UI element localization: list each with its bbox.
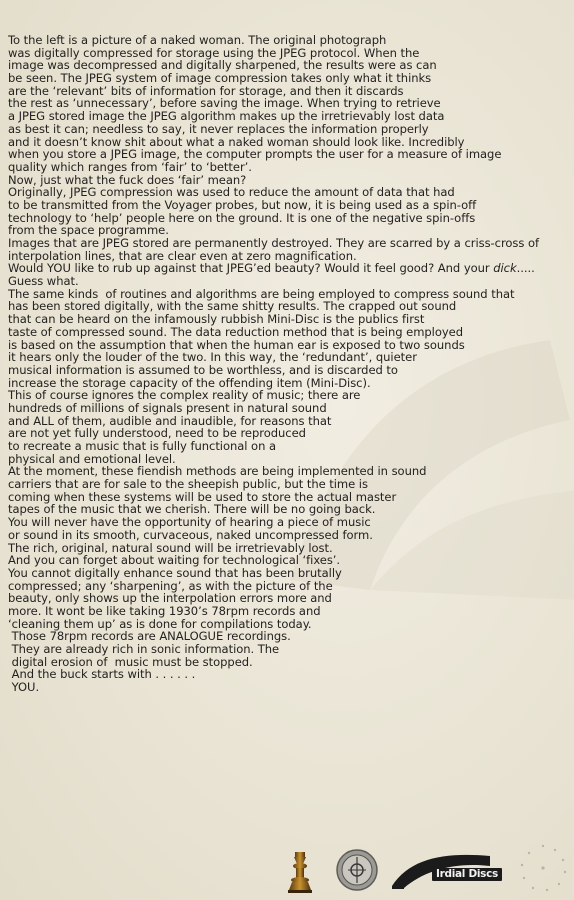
article-line: And the buck starts with . . . . . . [8,667,196,682]
article-line: To the left is a picture of a naked woman. The original photograph [8,33,387,47]
article-line: Images that are JPEG stored are permanently destroyed. They are scarred by a criss-cross of [8,236,540,250]
article-line: They are already rich in sonic information. The [8,642,280,656]
article-body [8,34,572,694]
article-line: This of course ignores the complex reality of music; there are [8,388,361,403]
article-line: image was decompressed and digitally sharpened, the results were as can [8,58,437,73]
article-line: ‘cleaning them up’ as is done for compilations today. [8,616,312,631]
article-line: Those 78rpm records are ANALOGUE recordings. [8,629,291,644]
article-line: are not yet fully understood, need to be reproduced [8,426,306,441]
article-line: Guess what. [8,274,79,289]
article-line: increase the storage capacity of the offending item (Mini-Disc). [8,375,371,390]
article-line: to be transmitted from the Voyager probes, but now, it is being used as a spin-off [8,197,477,212]
article-line: digital erosion of music must be stopped. [8,654,253,669]
article-line: musical information is assumed to be worthless, and is discarded to [8,362,398,377]
article-line: You will never have the opportunity of hearing a piece of music [8,515,371,530]
article-line: physical and emotional level. [8,451,176,466]
article-line: tapes of the music that we cherish. There will be no going back. [8,502,376,517]
article-line: technology to ‘help’ people here on the ground. It is one of the negative spin-offs [8,210,476,225]
article-line: Now, just what the fuck does ‘fair’ mean? [8,172,247,187]
footer-logos [0,840,574,900]
article-line: carriers that are for sale to the sheepish public, but the time is [8,477,368,492]
article-line: coming when these systems will be used to store the actual master [8,489,397,504]
article-line: and ALL of them, audible and inaudible, for reasons that [8,413,332,428]
article-line: when you store a JPEG image, the computer prompts the user for a measure of image [8,147,502,162]
article-line: compressed; any ‘sharpening’, as with the picture of the [8,578,333,593]
article-line: from the space programme. [8,223,169,238]
article-line: a JPEG stored image the JPEG algorithm makes up the irretrievably lost data [8,109,445,124]
article-line: that can be heard on the infamously rubbish Mini-Disc is the publics first [8,312,425,327]
article-line: You cannot digitally enhance sound that has been brutally [8,565,342,580]
article-line: as best it can; needless to say, it never replaces the information properly [8,121,429,136]
dotted-compass-icon [515,840,571,896]
chess-piece-icon [286,850,314,894]
article-line: was digitally compressed for storage using the JPEG protocol. When the [8,45,420,60]
irdial-discs-logo-text: Irdial Discs [432,868,502,881]
article-line: YOU. [8,680,40,695]
article-line: taste of compressed sound. The data reduction method that is being employed [8,324,464,339]
article-line: or sound in its smooth, curvaceous, naked uncompressed form. [8,527,373,542]
article-line: more. It wont be like taking 1930’s 78rpm records and [8,603,321,618]
article-line: Would YOU like to rub up against that JPEG’ed beauty? Would it feel good? And your dick..... [8,261,535,276]
article-line: hundreds of millions of signals present in natural sound [8,400,327,415]
article-line: The same kinds of routines and algorithms are being employed to compress sound that [8,286,515,301]
article-line: it hears only the louder of the two. In this way, the ‘redundant’, quieter [8,350,417,365]
article-line: At the moment, these fiendish methods are being implemented in sound [8,464,427,479]
article-line: The rich, original, natural sound will be irretrievably lost. [8,540,333,555]
article-line: beauty, only shows up the interpolation errors more and [8,591,332,606]
article-line: interpolation lines, that are clear even at zero magnification. [8,248,357,263]
seal-icon [335,848,379,892]
article-line: to recreate a music that is fully functional on a [8,439,277,453]
article-line: is based on the assumption that when the human ear is exposed to two sounds [8,337,465,352]
article-line: And you can forget about waiting for technological ‘fixes’. [8,553,341,568]
article-line: and it doesn’t know shit about what a naked woman should look like. Incredibly [8,134,465,149]
article-line: are the ‘relevant’ bits of information for storage, and then it discards [8,83,404,98]
article-line: has been stored digitally, with the same shitty results. The crapped out sound [8,299,457,314]
article-line: be seen. The JPEG system of image compression takes only what it thinks [8,71,432,86]
article-line: quality which ranges from ‘fair’ to ‘better’. [8,159,252,174]
article-line: the rest as ‘unnecessary’, before saving the image. When trying to retrieve [8,96,441,111]
article-line: Originally, JPEG compression was used to reduce the amount of data that had [8,185,455,200]
